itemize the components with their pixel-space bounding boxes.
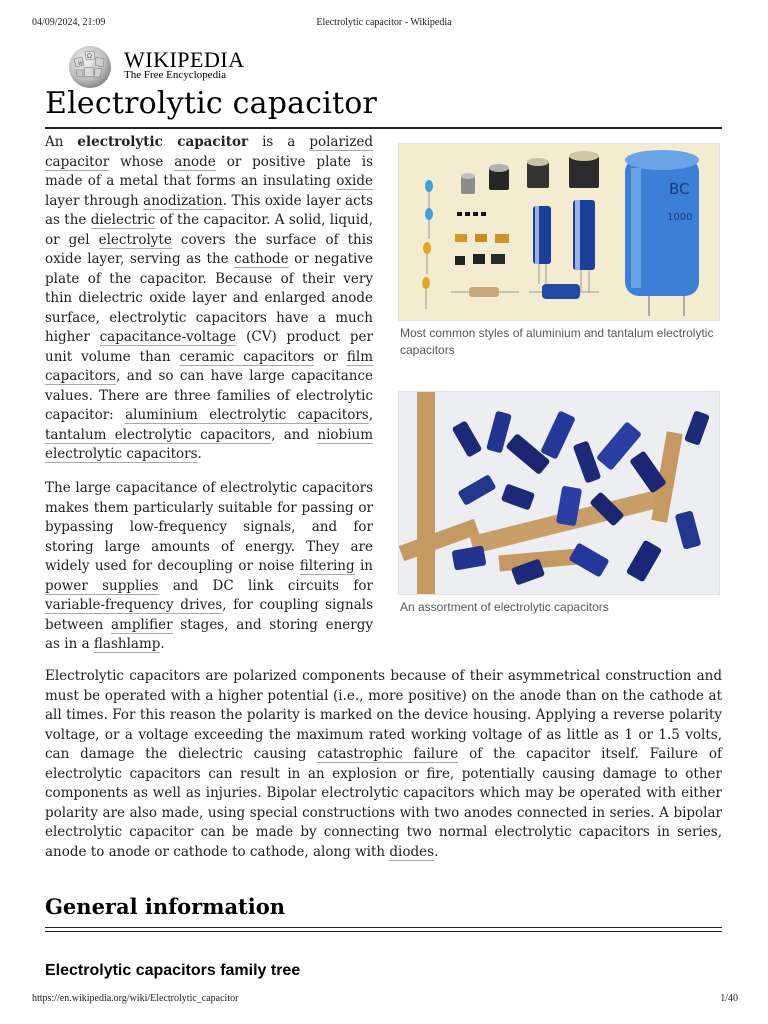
- link-power-supplies[interactable]: power supplies: [45, 577, 159, 594]
- label-1000: 1000: [667, 212, 693, 223]
- print-footer: [32, 993, 738, 1005]
- link-tantalum-electrolytic-capacitors[interactable]: tantalum electrolytic capacitors: [45, 426, 272, 443]
- link-flashlamp[interactable]: flashlamp: [93, 636, 161, 652]
- label-bc: BC: [669, 180, 690, 198]
- svg-text:W: W: [78, 61, 84, 67]
- figure-capacitor-assortment: [398, 391, 720, 616]
- wikipedia-globe-icon: [64, 43, 116, 89]
- figure-caption: Most common styles of aluminium and tantalum electrolytic capacitors: [400, 326, 714, 357]
- link-diodes[interactable]: diodes: [389, 843, 435, 860]
- title-divider: [45, 127, 722, 129]
- capacitor-assortment-photo[interactable]: [398, 391, 720, 595]
- print-datetime: 04/09/2024, 21:09: [32, 17, 106, 28]
- link-electrolyte[interactable]: electrolyte: [98, 231, 172, 248]
- link-ceramic-capacitors[interactable]: ceramic capacitors: [179, 348, 315, 365]
- section-heading-general-information: General information: [45, 894, 286, 919]
- print-header: [32, 17, 736, 29]
- large-blue-capacitor: [625, 150, 699, 316]
- print-page-number: 1/40: [720, 993, 738, 1004]
- wikipedia-logo[interactable]: [64, 43, 264, 89]
- page-title: Electrolytic capacitor: [45, 86, 378, 121]
- bold-term: electrolytic capacitor: [77, 134, 249, 150]
- link-variable-frequency-drives[interactable]: variable-frequency drives: [45, 597, 223, 613]
- link-polarized-capacitor[interactable]: polarized capacitor: [45, 134, 373, 170]
- link-filtering[interactable]: filtering: [299, 558, 355, 574]
- section-divider: [45, 927, 722, 932]
- link-anode[interactable]: anode: [174, 153, 216, 170]
- figure-caption: An assortment of electrolytic capacitors: [400, 600, 609, 614]
- link-oxide[interactable]: oxide: [336, 173, 373, 189]
- link-dielectric[interactable]: dielectric: [90, 212, 156, 228]
- lead-paragraph: An electrolytic capacitor is a polarized capacitor whose anode or positive plate is made of a metal that forms an insulating oxide layer through anodization. This oxide layer acts as the dielectric of the capacitor. A solid, liquid, or gel electrolyte covers the surface of this oxide layer, serving as the cathode or negative plate of the capacitor. Because of their very thin dielectric oxide layer and enlarged anode surface, electrolytic capacitors have a much higher capacitance-voltage (CV) product per unit volume than ceramic capacitors or film capacitors, and so can have large capacitance values. There are three families of electrolytic capacitor: aluminium electrolytic capacitors, tantalum electrolytic capacitors, and niobium electrolytic capacitors.: [45, 134, 374, 462]
- capacitor-styles-photo[interactable]: [398, 143, 720, 321]
- link-catastrophic-failure[interactable]: catastrophic failure: [317, 746, 459, 762]
- link-cathode[interactable]: cathode: [234, 251, 289, 267]
- link-aluminium-electrolytic-capacitors[interactable]: aluminium electrolytic capacitors: [125, 407, 369, 423]
- paragraph-polarity: Electrolytic capacitors are polarized components because of their asymmetrical construction and must be operated with a higher potential (i.e., more positive) on the anode than on the cathode at all times. For this reason the polarity is marked on the device housing. Applying a reverse polarity voltage, or a voltage exceeding the maximum rated working voltage of as little as 1 or 1.5 volts, can damage the dielectric causing catastrophic failure of the capacitor itself. Failure of electrolytic capacitors can result in an explosion or fire, potentially causing damage to other components as well as injuries. Bipolar electrolytic capacitors which may be operated with either polarity are also made, using special constructions with two anodes connected in series. A bipolar electrolytic capacitor can be made by connecting two normal electrolytic capacitors in series, anode to anode or cathode to cathode, along with diodes.: [45, 668, 723, 860]
- link-anodization[interactable]: anodization: [143, 192, 223, 209]
- wikipedia-wordmark: WIKIPEDIA: [124, 47, 245, 72]
- wikipedia-tagline: The Free Encyclopedia: [124, 69, 227, 81]
- link-capacitance-voltage[interactable]: capacitance-voltage: [99, 329, 237, 345]
- link-niobium-electrolytic-capacitors[interactable]: niobium electrolytic capacitors: [45, 426, 374, 462]
- figure-capacitor-styles: [398, 143, 720, 359]
- subsection-heading-family-tree: Electrolytic capacitors family tree: [45, 962, 301, 979]
- link-film-capacitors[interactable]: film capacitors: [45, 348, 373, 384]
- svg-text:Ω: Ω: [87, 53, 92, 60]
- print-url: https://en.wikipedia.org/wiki/Electrolytic_capacitor: [32, 993, 239, 1004]
- print-doc-title: Electrolytic capacitor - Wikipedia: [316, 17, 452, 28]
- paragraph-applications: The large capacitance of electrolytic capacitors makes them particularly suitable for passing or bypassing low-frequency signals, and for storing large amounts of energy. They are widely used for decoupling or noise filtering in power supplies and DC link circuits for variable-frequency drives, for coupling signals between amplifier stages, and storing energy as in a flashlamp.: [45, 480, 374, 652]
- link-amplifier[interactable]: amplifier: [111, 616, 173, 633]
